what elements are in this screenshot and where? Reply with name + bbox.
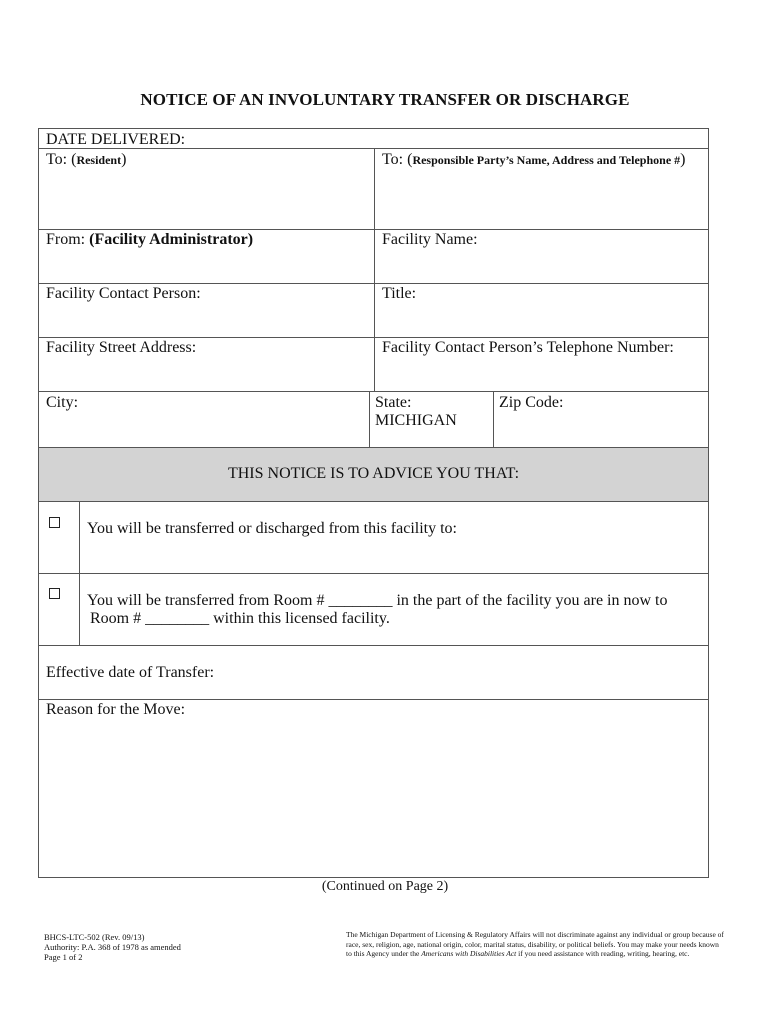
reason-field[interactable] — [40, 721, 708, 877]
from-label: From: (Facility Administrator) — [46, 231, 254, 248]
facility-name-field[interactable] — [375, 249, 708, 282]
column-divider — [369, 391, 370, 447]
option-room-transfer-line2: Room # ________ within this licensed facility. — [90, 610, 390, 627]
continued-note: (Continued on Page 2) — [321, 879, 449, 894]
street-address-field[interactable] — [40, 357, 373, 390]
city-field[interactable] — [40, 412, 368, 446]
divider — [39, 699, 708, 700]
responsible-party-field[interactable] — [375, 169, 708, 228]
ada-reference: Americans with Disabilities Act — [421, 949, 517, 958]
date-delivered-label: DATE DELIVERED: — [46, 131, 186, 148]
divider — [39, 645, 708, 646]
contact-phone-field[interactable] — [375, 357, 708, 390]
option-transfer-discharge: You will be transferred or discharged from this facility to: — [87, 520, 457, 537]
reason-label: Reason for the Move: — [46, 701, 186, 718]
form-title: NOTICE OF AN INVOLUNTARY TRANSFER OR DISCHARGE — [140, 90, 630, 109]
transfer-discharge-checkbox[interactable] — [49, 517, 60, 528]
administrator-field[interactable] — [40, 249, 373, 282]
room-transfer-checkbox[interactable] — [49, 588, 60, 599]
footer-disclaimer: The Michigan Department of Licensing & Regulatory Affairs will not discriminate against any individual or group because of race, sex, religion, age, national origin, color, marital status, disability, or political beliefs. You may make your needs known to this Agency under the Americans with Disabilities Act if you need assistance with reading, writing, hearing, etc. — [346, 930, 724, 958]
title-label: Title: — [382, 285, 417, 302]
to-responsible-party-label: To: (Responsible Party’s Name, Address and Telephone #) — [382, 151, 686, 168]
title-field[interactable] — [375, 303, 708, 336]
zip-code-field[interactable] — [494, 412, 708, 446]
street-address-label: Facility Street Address: — [46, 339, 197, 356]
resident-field[interactable] — [40, 169, 373, 228]
form-id: BHCS-LTC-502 (Rev. 09/13) — [44, 932, 145, 942]
effective-date-field[interactable] — [199, 659, 707, 689]
divider — [39, 501, 708, 502]
authority: Authority: P.A. 368 of 1978 as amended — [44, 942, 181, 952]
contact-phone-label: Facility Contact Person’s Telephone Number: — [382, 339, 674, 356]
effective-date-label: Effective date of Transfer: — [46, 664, 215, 681]
divider — [39, 391, 708, 392]
divider — [39, 573, 708, 574]
page-number: Page 1 of 2 — [44, 952, 83, 962]
state-value: MICHIGAN — [375, 412, 457, 429]
footer-form-info — [44, 932, 181, 962]
column-divider — [79, 501, 80, 645]
city-label: City: — [46, 394, 79, 411]
notice-form — [38, 128, 709, 878]
contact-person-label: Facility Contact Person: — [46, 285, 201, 302]
contact-person-field[interactable] — [40, 303, 373, 336]
zip-code-label: Zip Code: — [499, 394, 564, 411]
state-label: State: — [375, 394, 412, 411]
to-resident-label: To: (Resident) — [46, 151, 127, 168]
facility-name-label: Facility Name: — [382, 231, 478, 248]
divider — [39, 447, 708, 448]
notice-banner: THIS NOTICE IS TO ADVICE YOU THAT: — [227, 465, 520, 482]
option-room-transfer-line1: You will be transferred from Room # ________ in the part of the facility you are in now to — [87, 592, 668, 609]
